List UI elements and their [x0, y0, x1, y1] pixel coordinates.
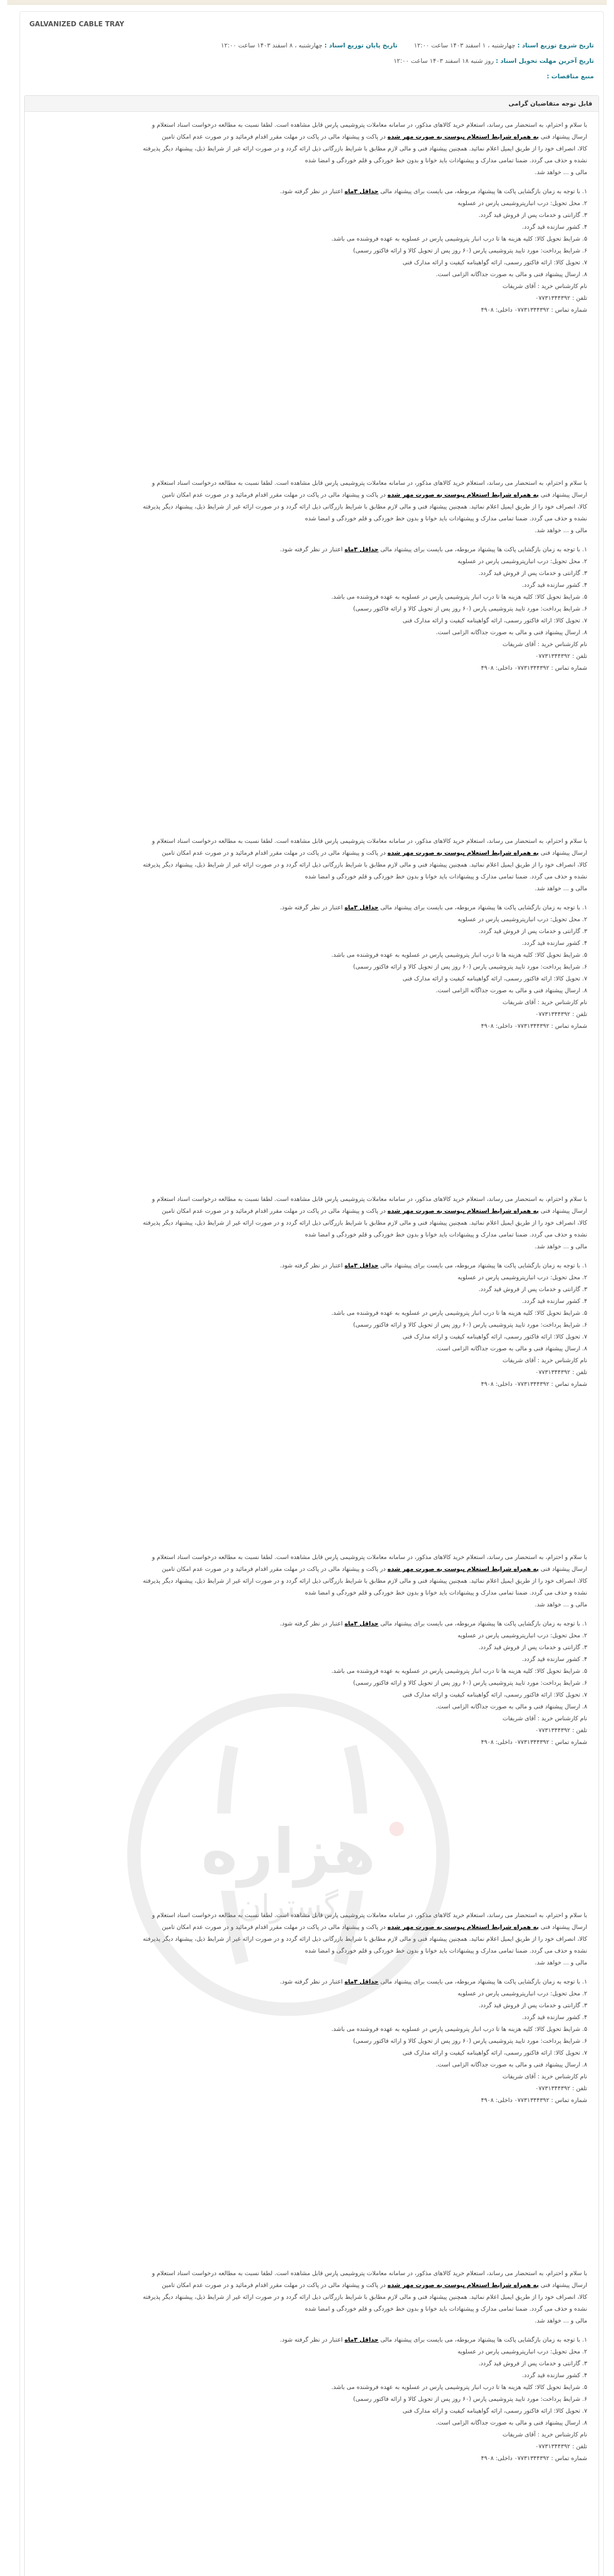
contact-name: نام کارشناس خرید : آقای شریفات	[502, 2431, 587, 2438]
condition-item: ۶. شرایط پرداخت: مورد تایید پتروشیمی پارس (۶۰ روز پس از تحویل کالا و ارائه فاکتور رسمی)	[353, 247, 587, 254]
intro-line	[36, 489, 587, 501]
contact-phone: تلفن : ۰۷۷۳۱۳۴۴۳۹۲	[535, 1726, 587, 1734]
intro-line: با سلام و احترام، به استحضار می رساند، استعلام خرید کالاهای مذکور، در سامانه معاملات پتروشیمی پارس قابل مشاهده است. لطفا نسبت به مطالعه درخواست اسناد استعلام و	[152, 479, 587, 486]
contact-name: نام کارشناس خرید : آقای شریفات	[502, 282, 587, 290]
item-text: اعتبار در نظر گرفته شود.	[280, 1978, 343, 1985]
item-highlight: حداقل ۳ماه	[344, 2336, 379, 2343]
notes-block	[25, 828, 599, 1186]
condition-item: ۸. ارسال پیشنهاد فنی و مالی به صورت جداگانه الزامی است.	[436, 987, 587, 994]
condition-item	[36, 1260, 587, 1272]
deadline-value: روز شنبه ۱۸ اسفند ۱۴۰۳ ساعت ۱۲:۰۰	[393, 57, 494, 64]
condition-item: ۴. کشور سازنده قید گردد.	[522, 581, 587, 588]
condition-item: ۴. کشور سازنده قید گردد.	[522, 939, 587, 946]
condition-item: ۴. کشور سازنده قید گردد.	[522, 1655, 587, 1663]
condition-item: ۸. ارسال پیشنهاد فنی و مالی به صورت جداگانه الزامی است.	[436, 2419, 587, 2426]
intro-line	[36, 1921, 587, 1933]
contact-extension: شماره تماس : ۰۷۷۳۱۳۴۴۳۹۲ داخلی: ۴۹۰۸	[481, 1380, 587, 1387]
end-date-value: چهارشنبه ، ۸ اسفند ۱۴۰۳ ساعت ۱۲:۰۰	[220, 42, 322, 49]
condition-item: ۴. کشور سازنده قید گردد.	[522, 223, 587, 230]
notes-block	[25, 1902, 599, 2260]
condition-item: ۶. شرایط پرداخت: مورد تایید پتروشیمی پارس (۶۰ روز پس از تحویل کالا و ارائه فاکتور رسمی)	[353, 2037, 587, 2044]
condition-item: ۳. گارانتی و خدمات پس از فروش قید گردد.	[478, 927, 587, 935]
item-text: ۱. با توجه به زمان بازگشایی پاکت ها پیشنهاد مربوطه، می بایست برای پیشنهاد مالی	[380, 904, 587, 911]
intro-highlight: به همراه شرایط استعلام پیوست به صورت مهر شده	[387, 1565, 539, 1572]
intro-highlight: به همراه شرایط استعلام پیوست به صورت مهر شده	[387, 2281, 539, 2289]
item-text: اعتبار در نظر گرفته شود.	[280, 904, 343, 911]
notes-block	[25, 1544, 599, 1902]
contact-phone: تلفن : ۰۷۷۳۱۳۴۴۳۹۲	[535, 1368, 587, 1376]
notes-title: قابل توجه متقاضیان گرامی	[25, 96, 599, 112]
intro-text: ارسال پیشنهاد فنی	[540, 2281, 587, 2289]
condition-item: ۳. گارانتی و خدمات پس از فروش قید گردد.	[478, 211, 587, 218]
contact-name: نام کارشناس خرید : آقای شریفات	[502, 1357, 587, 1364]
condition-item: ۳. گارانتی و خدمات پس از فروش قید گردد.	[478, 569, 587, 577]
condition-item: ۲. محل تحویل: درب انبارپتروشیمی پارس در عسلویه	[457, 1632, 587, 1639]
intro-line: نشده و حذف می گردد. ضمنا تمامی مدارک و پیشنهادات باید خوانا و بدون خط خوردگی و قلم خوردگی و امضا شده	[305, 515, 587, 522]
condition-item: ۳. گارانتی و خدمات پس از فروش قید گردد.	[478, 1643, 587, 1651]
intro-text: ارسال پیشنهاد فنی	[540, 133, 587, 140]
intro-line	[36, 847, 587, 859]
intro-highlight: به همراه شرایط استعلام پیوست به صورت مهر شده	[387, 849, 539, 856]
contact-phone: تلفن : ۰۷۷۳۱۳۴۴۳۹۲	[535, 1010, 587, 1018]
condition-item: ۶. شرایط پرداخت: مورد تایید پتروشیمی پارس (۶۰ روز پس از تحویل کالا و ارائه فاکتور رسمی)	[353, 2395, 587, 2402]
item-highlight: حداقل ۳ماه	[344, 1978, 379, 1985]
condition-item: ۸. ارسال پیشنهاد فنی و مالی به صورت جداگانه الزامی است.	[436, 2061, 587, 2068]
item-text: ۱. با توجه به زمان بازگشایی پاکت ها پیشنهاد مربوطه، می بایست برای پیشنهاد مالی	[380, 546, 587, 553]
condition-item: ۵. شرایط تحویل کالا: کلیه هزینه ها تا درب انبار پتروشیمی پارس در عسلویه به عهده فروشنده می باشد.	[331, 951, 587, 958]
condition-item: ۷. تحویل کالا: ارائه فاکتور رسمی، ارائه گواهینامه کیفیت و ارائه مدارک فنی	[402, 259, 587, 266]
item-text: ۱. با توجه به زمان بازگشایی پاکت ها پیشنهاد مربوطه، می بایست برای پیشنهاد مالی	[380, 188, 587, 195]
notes-intro	[36, 835, 587, 894]
item-highlight: حداقل ۳ماه	[344, 546, 379, 553]
notes-intro	[36, 2267, 587, 2327]
item-text: ۱. با توجه به زمان بازگشایی پاکت ها پیشنهاد مربوطه، می بایست برای پیشنهاد مالی	[380, 1262, 587, 1269]
contact-extension: شماره تماس : ۰۷۷۳۱۳۴۴۳۹۲ داخلی: ۴۹۰۸	[481, 2096, 587, 2104]
intro-line: با سلام و احترام، به استحضار می رساند، استعلام خرید کالاهای مذکور، در سامانه معاملات پتروشیمی پارس قابل مشاهده است. لطفا نسبت به مطالعه درخواست اسناد استعلام و	[152, 2269, 587, 2277]
condition-item: ۳. گارانتی و خدمات پس از فروش قید گردد.	[478, 2360, 587, 2367]
notes-panel	[24, 95, 599, 2576]
intro-text: در پاکت و پیشنهاد مالی در پاکت در مهلت مقرر اقدام فرمائید و در صورت عدم امکان تامین	[162, 2281, 386, 2289]
contact-name: نام کارشناس خرید : آقای شریفات	[502, 1715, 587, 1722]
condition-item: ۴. کشور سازنده قید گردد.	[522, 2013, 587, 2021]
condition-item: ۲. محل تحویل: درب انبارپتروشیمی پارس در عسلویه	[457, 1990, 587, 1997]
tender-meta	[20, 38, 603, 84]
intro-line: کالا، انصراف خود را از طریق ایمیل اعلام نمائید. همچنین پیشنهاد فنی و مالی لازم مطابق با شرایط بازرگانی ذیل ارائه گردد و در صورت ارائه غیر از شرایط ذیل، پیشنهاد دیگر پذیرفته	[143, 145, 587, 152]
condition-item: ۴. کشور سازنده قید گردد.	[522, 1297, 587, 1304]
intro-line: کالا، انصراف خود را از طریق ایمیل اعلام نمائید. همچنین پیشنهاد فنی و مالی لازم مطابق با شرایط بازرگانی ذیل ارائه گردد و در صورت ارائه غیر از شرایط ذیل، پیشنهاد دیگر پذیرفته	[143, 1935, 587, 1942]
intro-line	[36, 1205, 587, 1217]
intro-line: مالی و ... خواهد شد.	[535, 168, 587, 176]
contact-name: نام کارشناس خرید : آقای شریفات	[502, 2073, 587, 2080]
intro-line: نشده و حذف می گردد. ضمنا تمامی مدارک و پیشنهادات باید خوانا و بدون خط خوردگی و قلم خوردگی و امضا شده	[305, 2305, 587, 2312]
intro-line	[36, 131, 587, 143]
condition-item	[36, 902, 587, 913]
contact-extension: شماره تماس : ۰۷۷۳۱۳۴۴۳۹۲ داخلی: ۴۹۰۸	[481, 2454, 587, 2462]
intro-line: مالی و ... خواهد شد.	[535, 2317, 587, 2324]
intro-line: مالی و ... خواهد شد.	[535, 527, 587, 534]
intro-line: با سلام و احترام، به استحضار می رساند، استعلام خرید کالاهای مذکور، در سامانه معاملات پتروشیمی پارس قابل مشاهده است. لطفا نسبت به مطالعه درخواست اسناد استعلام و	[152, 1195, 587, 1202]
intro-line: نشده و حذف می گردد. ضمنا تمامی مدارک و پیشنهادات باید خوانا و بدون خط خوردگی و قلم خوردگی و امضا شده	[305, 1589, 587, 1596]
page-title: GALVANIZED CABLE TRAY	[29, 21, 125, 28]
item-text: ۱. با توجه به زمان بازگشایی پاکت ها پیشنهاد مربوطه، می بایست برای پیشنهاد مالی	[380, 1978, 587, 1985]
notes-intro	[36, 1551, 587, 1611]
condition-item	[36, 2334, 587, 2346]
item-text: اعتبار در نظر گرفته شود.	[280, 1620, 343, 1627]
condition-item: ۵. شرایط تحویل کالا: کلیه هزینه ها تا درب انبار پتروشیمی پارس در عسلویه به عهده فروشنده می باشد.	[331, 2383, 587, 2391]
intro-text: ارسال پیشنهاد فنی	[540, 1565, 587, 1572]
intro-highlight: به همراه شرایط استعلام پیوست به صورت مهر شده	[387, 1207, 539, 1214]
top-bar	[7, 0, 607, 5]
contact-name: نام کارشناس خرید : آقای شریفات	[502, 998, 587, 1006]
condition-item: ۵. شرایط تحویل کالا: کلیه هزینه ها تا درب انبار پتروشیمی پارس در عسلویه به عهده فروشنده می باشد.	[331, 1667, 587, 1674]
notes-intro	[36, 1909, 587, 1969]
intro-text: ارسال پیشنهاد فنی	[540, 1207, 587, 1214]
condition-item	[36, 544, 587, 555]
meta-deadline-line	[29, 53, 594, 69]
condition-item: ۷. تحویل کالا: ارائه فاکتور رسمی، ارائه گواهینامه کیفیت و ارائه مدارک فنی	[402, 1333, 587, 1340]
condition-item: ۷. تحویل کالا: ارائه فاکتور رسمی، ارائه گواهینامه کیفیت و ارائه مدارک فنی	[402, 2407, 587, 2414]
condition-item: ۸. ارسال پیشنهاد فنی و مالی به صورت جداگانه الزامی است.	[436, 1345, 587, 1352]
intro-line: کالا، انصراف خود را از طریق ایمیل اعلام نمائید. همچنین پیشنهاد فنی و مالی لازم مطابق با شرایط بازرگانی ذیل ارائه گردد و در صورت ارائه غیر از شرایط ذیل، پیشنهاد دیگر پذیرفته	[143, 1219, 587, 1226]
intro-text: در پاکت و پیشنهاد مالی در پاکت در مهلت مقرر اقدام فرمائید و در صورت عدم امکان تامین	[162, 491, 386, 498]
condition-item: ۵. شرایط تحویل کالا: کلیه هزینه ها تا درب انبار پتروشیمی پارس در عسلویه به عهده فروشنده می باشد.	[331, 235, 587, 242]
intro-text: ارسال پیشنهاد فنی	[540, 491, 587, 498]
intro-text: در پاکت و پیشنهاد مالی در پاکت در مهلت مقرر اقدام فرمائید و در صورت عدم امکان تامین	[162, 1565, 386, 1572]
condition-item: ۷. تحویل کالا: ارائه فاکتور رسمی، ارائه گواهینامه کیفیت و ارائه مدارک فنی	[402, 2049, 587, 2056]
intro-line: نشده و حذف می گردد. ضمنا تمامی مدارک و پیشنهادات باید خوانا و بدون خط خوردگی و قلم خوردگی و امضا شده	[305, 873, 587, 880]
intro-line: با سلام و احترام، به استحضار می رساند، استعلام خرید کالاهای مذکور، در سامانه معاملات پتروشیمی پارس قابل مشاهده است. لطفا نسبت به مطالعه درخواست اسناد استعلام و	[152, 121, 587, 128]
condition-item: ۷. تحویل کالا: ارائه فاکتور رسمی، ارائه گواهینامه کیفیت و ارائه مدارک فنی	[402, 617, 587, 624]
intro-line: با سلام و احترام، به استحضار می رساند، استعلام خرید کالاهای مذکور، در سامانه معاملات پتروشیمی پارس قابل مشاهده است. لطفا نسبت به مطالعه درخواست اسناد استعلام و	[152, 1553, 587, 1561]
item-text: اعتبار در نظر گرفته شود.	[280, 2336, 343, 2343]
contact-extension: شماره تماس : ۰۷۷۳۱۳۴۴۳۹۲ داخلی: ۴۹۰۸	[481, 1022, 587, 1029]
condition-item: ۷. تحویل کالا: ارائه فاکتور رسمی، ارائه گواهینامه کیفیت و ارائه مدارک فنی	[402, 1691, 587, 1698]
meta-source-line	[29, 69, 594, 84]
intro-line: مالی و ... خواهد شد.	[535, 1601, 587, 1608]
item-text: اعتبار در نظر گرفته شود.	[280, 188, 343, 195]
condition-item: ۵. شرایط تحویل کالا: کلیه هزینه ها تا درب انبار پتروشیمی پارس در عسلویه به عهده فروشنده می باشد.	[331, 593, 587, 600]
intro-text: در پاکت و پیشنهاد مالی در پاکت در مهلت مقرر اقدام فرمائید و در صورت عدم امکان تامین	[162, 1923, 386, 1930]
intro-text: در پاکت و پیشنهاد مالی در پاکت در مهلت مقرر اقدام فرمائید و در صورت عدم امکان تامین	[162, 133, 386, 140]
notes-block	[25, 112, 599, 470]
intro-text: ارسال پیشنهاد فنی	[540, 1923, 587, 1930]
notes-block	[25, 1186, 599, 1544]
source-label: منبع مناقصات :	[547, 73, 594, 80]
condition-item: ۶. شرایط پرداخت: مورد تایید پتروشیمی پارس (۶۰ روز پس از تحویل کالا و ارائه فاکتور رسمی)	[353, 1321, 587, 1328]
contact-extension: شماره تماس : ۰۷۷۳۱۳۴۴۳۹۲ داخلی: ۴۹۰۸	[481, 306, 587, 313]
notes-intro	[36, 119, 587, 178]
start-date-value: چهارشنبه ، ۱ اسفند ۱۴۰۳ ساعت ۱۲:۰۰	[414, 42, 516, 49]
condition-item: ۴. کشور سازنده قید گردد.	[522, 2371, 587, 2379]
item-highlight: حداقل ۳ماه	[344, 188, 379, 195]
item-highlight: حداقل ۳ماه	[344, 1262, 379, 1269]
intro-line: کالا، انصراف خود را از طریق ایمیل اعلام نمائید. همچنین پیشنهاد فنی و مالی لازم مطابق با شرایط بازرگانی ذیل ارائه گردد و در صورت ارائه غیر از شرایط ذیل، پیشنهاد دیگر پذیرفته	[143, 2293, 587, 2300]
intro-line	[36, 2279, 587, 2291]
condition-item: ۳. گارانتی و خدمات پس از فروش قید گردد.	[478, 2002, 587, 2009]
item-highlight: حداقل ۳ماه	[344, 904, 379, 911]
intro-line: مالی و ... خواهد شد.	[535, 1959, 587, 1966]
contact-name: نام کارشناس خرید : آقای شریفات	[502, 640, 587, 648]
condition-item	[36, 1618, 587, 1630]
condition-item: ۸. ارسال پیشنهاد فنی و مالی به صورت جداگانه الزامی است.	[436, 629, 587, 636]
condition-item: ۵. شرایط تحویل کالا: کلیه هزینه ها تا درب انبار پتروشیمی پارس در عسلویه به عهده فروشنده می باشد.	[331, 2025, 587, 2032]
condition-item: ۲. محل تحویل: درب انبارپتروشیمی پارس در عسلویه	[457, 2348, 587, 2355]
condition-item	[36, 185, 587, 197]
intro-line: نشده و حذف می گردد. ضمنا تمامی مدارک و پیشنهادات باید خوانا و بدون خط خوردگی و قلم خوردگی و امضا شده	[305, 157, 587, 164]
intro-line: مالی و ... خواهد شد.	[535, 885, 587, 892]
intro-highlight: به همراه شرایط استعلام پیوست به صورت مهر شده	[387, 491, 539, 498]
intro-text: در پاکت و پیشنهاد مالی در پاکت در مهلت مقرر اقدام فرمائید و در صورت عدم امکان تامین	[162, 849, 386, 856]
item-text: اعتبار در نظر گرفته شود.	[280, 1262, 343, 1269]
notes-block	[25, 470, 599, 828]
intro-line: نشده و حذف می گردد. ضمنا تمامی مدارک و پیشنهادات باید خوانا و بدون خط خوردگی و قلم خوردگی و امضا شده	[305, 1947, 587, 1954]
intro-text: ارسال پیشنهاد فنی	[540, 849, 587, 856]
condition-item: ۲. محل تحویل: درب انبارپتروشیمی پارس در عسلویه	[457, 1274, 587, 1281]
notes-intro	[36, 477, 587, 536]
contact-extension: شماره تماس : ۰۷۷۳۱۳۴۴۳۹۲ داخلی: ۴۹۰۸	[481, 664, 587, 671]
contact-phone: تلفن : ۰۷۷۳۱۳۴۴۳۹۲	[535, 652, 587, 659]
condition-item: ۵. شرایط تحویل کالا: کلیه هزینه ها تا درب انبار پتروشیمی پارس در عسلویه به عهده فروشنده می باشد.	[331, 1309, 587, 1316]
condition-item: ۲. محل تحویل: درب انبارپتروشیمی پارس در عسلویه	[457, 916, 587, 923]
condition-item: ۶. شرایط پرداخت: مورد تایید پتروشیمی پارس (۶۰ روز پس از تحویل کالا و ارائه فاکتور رسمی)	[353, 963, 587, 970]
contact-phone: تلفن : ۰۷۷۳۱۳۴۴۳۹۲	[535, 2443, 587, 2450]
notes-body	[25, 112, 599, 2576]
item-text: اعتبار در نظر گرفته شود.	[280, 546, 343, 553]
item-text: ۱. با توجه به زمان بازگشایی پاکت ها پیشنهاد مربوطه، می بایست برای پیشنهاد مالی	[380, 2336, 587, 2343]
item-highlight: حداقل ۳ماه	[344, 1620, 379, 1627]
deadline-label: تاریخ آخرین مهلت تحویل اسناد :	[496, 57, 594, 64]
intro-highlight: به همراه شرایط استعلام پیوست به صورت مهر شده	[387, 133, 539, 140]
intro-line: نشده و حذف می گردد. ضمنا تمامی مدارک و پیشنهادات باید خوانا و بدون خط خوردگی و قلم خوردگی و امضا شده	[305, 1231, 587, 1238]
intro-line: کالا، انصراف خود را از طریق ایمیل اعلام نمائید. همچنین پیشنهاد فنی و مالی لازم مطابق با شرایط بازرگانی ذیل ارائه گردد و در صورت ارائه غیر از شرایط ذیل، پیشنهاد دیگر پذیرفته	[143, 1577, 587, 1584]
contact-extension: شماره تماس : ۰۷۷۳۱۳۴۴۳۹۲ داخلی: ۴۹۰۸	[481, 1738, 587, 1745]
condition-item: ۲. محل تحویل: درب انبارپتروشیمی پارس در عسلویه	[457, 199, 587, 207]
notes-block	[25, 2260, 599, 2576]
item-text: ۱. با توجه به زمان بازگشایی پاکت ها پیشنهاد مربوطه، می بایست برای پیشنهاد مالی	[380, 1620, 587, 1627]
tender-card	[20, 11, 604, 2576]
intro-line: با سلام و احترام، به استحضار می رساند، استعلام خرید کالاهای مذکور، در سامانه معاملات پتروشیمی پارس قابل مشاهده است. لطفا نسبت به مطالعه درخواست اسناد استعلام و	[152, 1911, 587, 1919]
start-date-label: تاریخ شروع توزیع اسناد :	[517, 42, 594, 49]
condition-item: ۳. گارانتی و خدمات پس از فروش قید گردد.	[478, 1285, 587, 1293]
condition-item: ۲. محل تحویل: درب انبارپتروشیمی پارس در عسلویه	[457, 557, 587, 565]
intro-text: در پاکت و پیشنهاد مالی در پاکت در مهلت مقرر اقدام فرمائید و در صورت عدم امکان تامین	[162, 1207, 386, 1214]
intro-line: مالی و ... خواهد شد.	[535, 1243, 587, 1250]
condition-item: ۸. ارسال پیشنهاد فنی و مالی به صورت جداگانه الزامی است.	[436, 270, 587, 278]
condition-item: ۷. تحویل کالا: ارائه فاکتور رسمی، ارائه گواهینامه کیفیت و ارائه مدارک فنی	[402, 975, 587, 982]
intro-line: کالا، انصراف خود را از طریق ایمیل اعلام نمائید. همچنین پیشنهاد فنی و مالی لازم مطابق با شرایط بازرگانی ذیل ارائه گردد و در صورت ارائه غیر از شرایط ذیل، پیشنهاد دیگر پذیرفته	[143, 503, 587, 510]
contact-phone: تلفن : ۰۷۷۳۱۳۴۴۳۹۲	[535, 2084, 587, 2092]
condition-item	[36, 1976, 587, 1988]
condition-item: ۶. شرایط پرداخت: مورد تایید پتروشیمی پارس (۶۰ روز پس از تحویل کالا و ارائه فاکتور رسمی)	[353, 1679, 587, 1686]
condition-item: ۸. ارسال پیشنهاد فنی و مالی به صورت جداگانه الزامی است.	[436, 1703, 587, 1710]
contact-phone: تلفن : ۰۷۷۳۱۳۴۴۳۹۲	[535, 294, 587, 301]
condition-item: ۶. شرایط پرداخت: مورد تایید پتروشیمی پارس (۶۰ روز پس از تحویل کالا و ارائه فاکتور رسمی)	[353, 605, 587, 612]
intro-line: کالا، انصراف خود را از طریق ایمیل اعلام نمائید. همچنین پیشنهاد فنی و مالی لازم مطابق با شرایط بازرگانی ذیل ارائه گردد و در صورت ارائه غیر از شرایط ذیل، پیشنهاد دیگر پذیرفته	[143, 861, 587, 868]
intro-line: با سلام و احترام، به استحضار می رساند، استعلام خرید کالاهای مذکور، در سامانه معاملات پتروشیمی پارس قابل مشاهده است. لطفا نسبت به مطالعه درخواست اسناد استعلام و	[152, 837, 587, 844]
end-date-label: تاریخ پایان توزیع اسناد :	[324, 42, 398, 49]
notes-intro	[36, 1193, 587, 1252]
meta-dates-line	[29, 38, 594, 53]
intro-line	[36, 1563, 587, 1575]
intro-highlight: به همراه شرایط استعلام پیوست به صورت مهر شده	[387, 1923, 539, 1930]
